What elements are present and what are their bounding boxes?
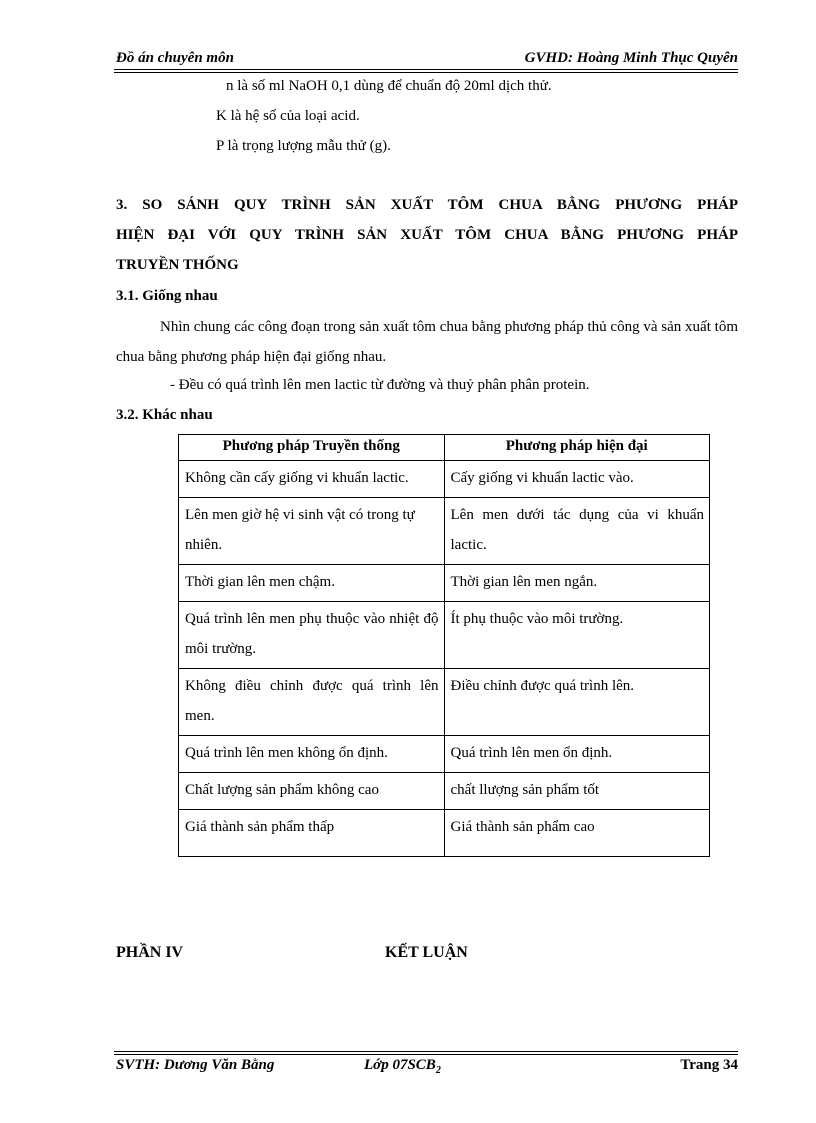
subsection-title-similarities: 3.1. Giống nhau — [116, 288, 218, 304]
part-label: PHẦN IV — [116, 944, 184, 961]
similarities-bullet: - Đều có quá trình lên men lactic từ đường và thuỷ phân phân protein. — [170, 377, 590, 393]
part-title: KẾT LUẬN — [385, 944, 468, 961]
comparison-table — [178, 434, 710, 857]
table-row — [179, 565, 710, 602]
header-rule-thin — [114, 72, 738, 73]
table-cell: Điều chỉnh được quá trình lên. — [444, 669, 710, 736]
table-cell: Chất lượng sản phẩm không cao — [179, 773, 445, 810]
footer-class — [364, 1057, 441, 1076]
intro-line-p: P là trọng lượng mẫu thử (g). — [216, 138, 391, 154]
header-rule — [114, 69, 738, 70]
column-header-modern: Phương pháp hiện đại — [444, 435, 710, 461]
footer-page-number: Trang 34 — [680, 1057, 738, 1073]
section-heading-line-2: HIỆN ĐẠI VỚI QUY TRÌNH SẢN XUẤT TÔM CHUA BẰNG PHƯƠNG PHÁP — [116, 227, 738, 243]
table-cell: Quá trình lên men phụ thuộc vào nhiệt độ môi trường. — [179, 602, 445, 669]
column-header-traditional: Phương pháp Truyền thống — [179, 435, 445, 461]
table-row — [179, 736, 710, 773]
table-cell: Thời gian lên men chậm. — [179, 565, 445, 602]
subsection-title-differences: 3.2. Khác nhau — [116, 407, 213, 423]
table-cell: Lên men giờ hệ vi sinh vật có trong tự nhiên. — [179, 498, 445, 565]
similarities-paragraph: Nhìn chung các công đoạn trong sản xuất tôm chua bằng phương pháp thủ công và sản xuất tôm chua bằng phương pháp hiện đại giống nhau. — [116, 319, 738, 365]
table-cell: Không điều chỉnh được quá trình lên men. — [179, 669, 445, 736]
table-cell: Quá trình lên men không ổn định. — [179, 736, 445, 773]
table-cell: chất llượng sản phẩm tốt — [444, 773, 710, 810]
table-cell: Cấy giống vi khuẩn lactic vào. — [444, 461, 710, 498]
section-heading-line-3: TRUYỀN THỐNG — [116, 257, 239, 273]
table-cell: Không cần cấy giống vi khuẩn lactic. — [179, 461, 445, 498]
footer-rule — [114, 1054, 738, 1055]
table-cell: Thời gian lên men ngắn. — [444, 565, 710, 602]
footer-rule-thin — [114, 1051, 738, 1052]
table-header-row — [179, 435, 710, 461]
table-row — [179, 602, 710, 669]
header-left: Đồ án chuyên môn — [116, 50, 234, 66]
section-heading-line-1: 3. SO SÁNH QUY TRÌNH SẢN XUẤT TÔM CHUA BẰNG PHƯƠNG PHÁP — [116, 197, 738, 213]
footer-student: SVTH: Dương Văn Bằng — [116, 1057, 275, 1073]
footer-class-sub: 2 — [435, 1065, 441, 1076]
footer-class-label: Lớp 07SCB — [364, 1057, 436, 1073]
table-row — [179, 810, 710, 857]
header-right: GVHD: Hoàng Minh Thục Quyên — [524, 50, 738, 66]
table-row — [179, 773, 710, 810]
table-row — [179, 669, 710, 736]
table-cell: Giá thành sản phẩm thấp — [179, 810, 445, 857]
table-row — [179, 461, 710, 498]
table-cell: Ít phụ thuộc vào môi trường. — [444, 602, 710, 669]
table-row — [179, 498, 710, 565]
intro-line-n: n là số ml NaOH 0,1 dùng để chuẩn độ 20ml dịch thử. — [226, 78, 552, 94]
table-cell: Quá trình lên men ổn định. — [444, 736, 710, 773]
table-cell: Lên men dưới tác dụng của vi khuẩn lactic. — [444, 498, 710, 565]
table-cell: Giá thành sản phẩm cao — [444, 810, 710, 857]
intro-line-k: K là hệ số của loại acid. — [216, 108, 360, 124]
